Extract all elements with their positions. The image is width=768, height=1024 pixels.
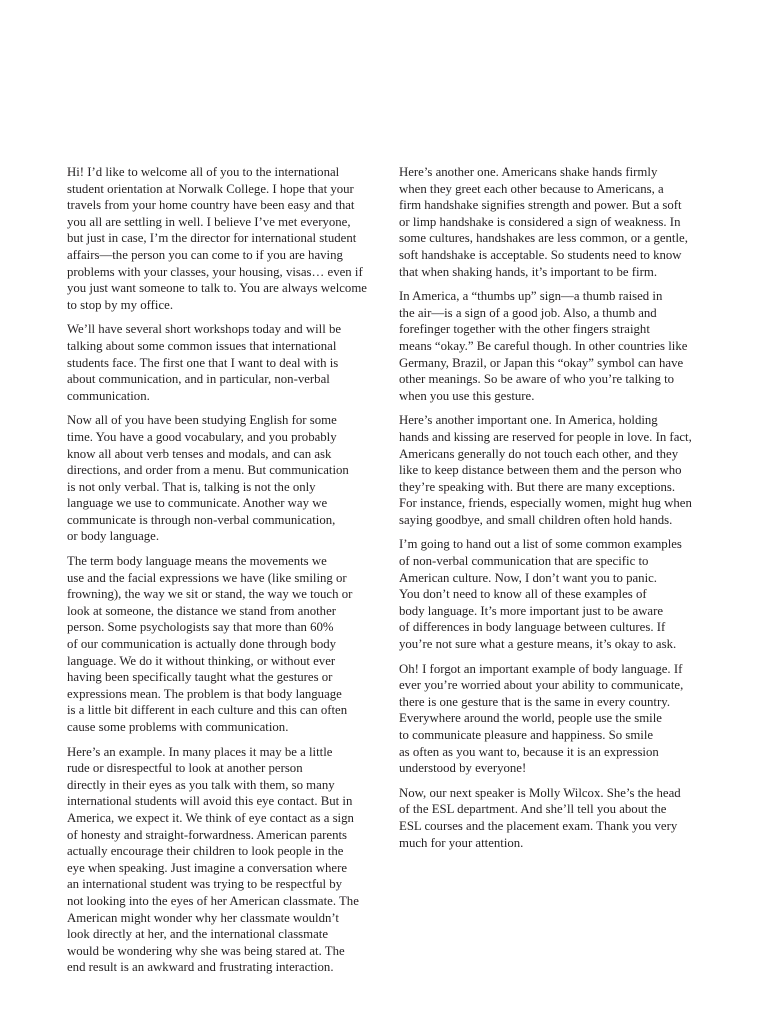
document-page	[67, 164, 701, 984]
paragraph-handshake: Here’s another one. Americans shake hands firmly when they greet each other because to Americans, a firm handshake signifies strength and power. But a soft or limp handshake is considered a sign of weakness. In some cultures, handshakes are less common, or a gentle, soft handshake is acceptable. So students need to know that when shaking hands, it’s important to be firm.	[399, 165, 688, 279]
paragraph-smile: Oh! I forgot an important example of body language. If ever you’re worried about your ability to communicate, there is one gesture that is the same in every country. Everywhere around the world, people use the smile to communicate pleasure and happiness. So smile as often as you want to, because it is an expression understood by everyone!	[399, 661, 684, 776]
paragraph-thumbs-up: In America, a “thumbs up” sign—a thumb raised in the air—is a sign of a good job. Also, a thumb and forefinger together with the other fingers straight means “okay.” Be careful though. In other countries like Germany, Brazil, or Japan this “okay” symbol can have other meanings. So be aware of who you’re talking to when you use this gesture.	[399, 289, 688, 403]
paragraph-eye-contact-example: Here’s an example. In many places it may be a little rude or disrespectful to look at another person directly in their eyes as you talk with them, so many international students will avoid this eye contact. But in America, we expect it. We think of eye contact as a sign of honesty and straight-forwardness. American parents actually encourage their children to look people in the eye when speaking. Just imagine a conversation where an international student was trying to be respectful by not looking into the eyes of her American classmate. The American might wonder why her classmate wouldn’t look directly at her, and the international classmate would be wondering why she was being stared at. The end result is an awkward and frustrating interaction.	[67, 744, 359, 975]
paragraph-holding-hands: Here’s another important one. In America, holding hands and kissing are reserved for people in love. In fact, Americans generally do not touch each other, and they like to keep distance between them and the person who they’re speaking with. But there are many exceptions. For instance, friends, especially women, might hug when saying goodbye, and small children often hold hands.	[399, 413, 692, 527]
right-column	[399, 164, 701, 984]
left-column	[67, 164, 369, 984]
paragraph-handout-list: I’m going to hand out a list of some common examples of non-verbal communication that are specific to American culture. Now, I don’t want you to panic. You don’t need to know all of these examples of body language. It’s more important just to be aware of differences in body language between cultures. If you’re not sure what a gesture means, it’s okay to ask.	[399, 537, 682, 652]
paragraph-studying-english: Now all of you have been studying English for some time. You have a good vocabulary, and you probably know all about verb tenses and modals, and can ask directions, and order from a menu. But communication is not only verbal. That is, talking is not the only language we use to communicate. Another way we communicate is through non-verbal communication, or body language.	[67, 413, 349, 544]
paragraph-body-language-definition: The term body language means the movements we use and the facial expressions we have (like smiling or frowning), the way we sit or stand, the way we touch or look at someone, the distance we stand from another person. Some psychologists say that more than 60% of our communication is actually done through body language. We do it without thinking, or without ever having been specifically taught what the gestures or expressions mean. The problem is that body language is a little bit different in each culture and this can often cause some problems with communication.	[67, 554, 353, 734]
paragraph-next-speaker: Now, our next speaker is Molly Wilcox. She’s the head of the ESL department. And she’ll tell you about the ESL courses and the placement exam. Thank you very much for your attention.	[399, 785, 681, 850]
paragraph-welcome: Hi! I’d like to welcome all of you to the international student orientation at Norwalk College. I hope that your travels from your home country have been easy and that you all are settling in well. I believe I’ve met everyone, but just in case, I’m the director for international student affairs—the person you can come to if you are having problems with your classes, your housing, visas… even if you just want someone to talk to. You are always welcome to stop by my office.	[67, 165, 367, 312]
paragraph-workshops: We’ll have several short workshops today and will be talking about some common issues that international students face. The first one that I want to deal with is about communication, and in particular, non-verbal communication.	[67, 322, 342, 403]
